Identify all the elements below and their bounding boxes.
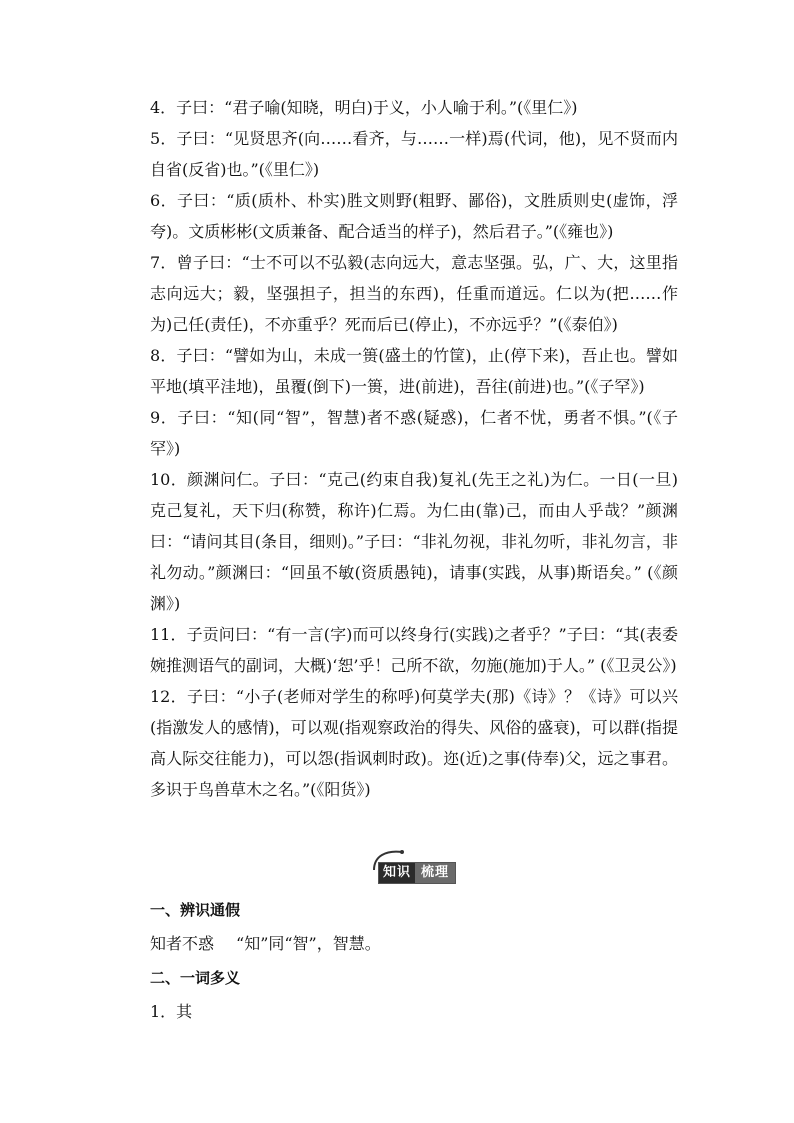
section1-item <box>150 927 678 961</box>
badge-part2: 梳理 <box>415 863 455 883</box>
passage-6: 6．子曰：“质(质朴、朴实)胜文则野(粗野、鄙俗)，文胜质则史(虚饰，浮夸)。文质彬彬(文质兼备、配合适当的样子)，然后君子。”(《雍也》) <box>150 191 678 241</box>
section1-item-right: “知”同“智”，智慧。 <box>236 934 381 953</box>
passage-12: 12．子曰：“小子(老师对学生的称呼)何莫学夫(那)《诗》？《诗》可以兴(指激发人的感情)，可以观(指观察政治的得失、风俗的盛衰)，可以群(指提高人际交往能力)，可以怨(指讽刺时政)。迩(近)之事(侍奉)父，远之事君。多识于鸟兽草木之名。”(《阳货》) <box>150 687 678 799</box>
passage-8: 8．子曰：“譬如为山，未成一篑(盛土的竹筐)，止(停下来)，吾止也。譬如平地(填平洼地)，虽覆(倒下)一篑，进(前进)，吾往(前进)也。”(《子罕》) <box>150 346 678 396</box>
section2-item1: 1．其 <box>150 1002 193 1021</box>
section2-heading: 二、一词多义 <box>150 969 241 987</box>
passage-9: 9．子曰：“知(同“智”，智慧)者不惑(疑惑)，仁者不忧，勇者不惧。”(《子罕》) <box>150 408 678 458</box>
knowledge-section <box>150 893 678 1029</box>
passage-5: 5．子曰：“见贤思齐(向……看齐，与……一样)焉(代词，他)，见不贤而内自省(反省)也。”(《里仁》) <box>150 129 678 179</box>
passage-7: 7．曾子曰：“士不可以不弘毅(志向远大，意志坚强。弘，广、大，这里指志向远大；毅，坚强担子，担当的东西)，任重而道远。仁以为(把……作为)己任(责任)，不亦重乎？死而后已(停止)，不亦远乎？”(《泰伯》) <box>150 253 678 334</box>
section1-item-left: 知者不惑 <box>150 934 215 953</box>
passage-4: 4．子曰：“君子喻(知晓，明白)于义，小人喻于利。”(《里仁》) <box>150 98 578 117</box>
knowledge-review-badge <box>368 848 468 884</box>
analects-passages <box>150 92 678 805</box>
section1-heading: 一、辨识通假 <box>150 901 241 919</box>
badge-part1: 知识 <box>379 863 415 883</box>
passage-11: 11．子贡问曰：“有一言(字)而可以终身行(实践)之者乎？”子曰：“其(表委婉推测语气的副词，大概)‘恕’乎！己所不欲，勿施(施加)于人。” (《卫灵公》) <box>150 625 678 675</box>
badge-label <box>378 862 456 884</box>
passage-10: 10．颜渊问仁。子曰：“克己(约束自我)复礼(先王之礼)为仁。一日(一旦)克己复礼，天下归(称赞，称许)仁焉。为仁由(靠)己，而由人乎哉？”颜渊曰：“请问其目(条目，细则)。”子曰：“非礼勿视，非礼勿听，非礼勿言，非礼勿动。”颜渊曰：“回虽不敏(资质愚钝)，请事(实践，从事)斯语矣。” (《颜渊》) <box>150 470 678 613</box>
